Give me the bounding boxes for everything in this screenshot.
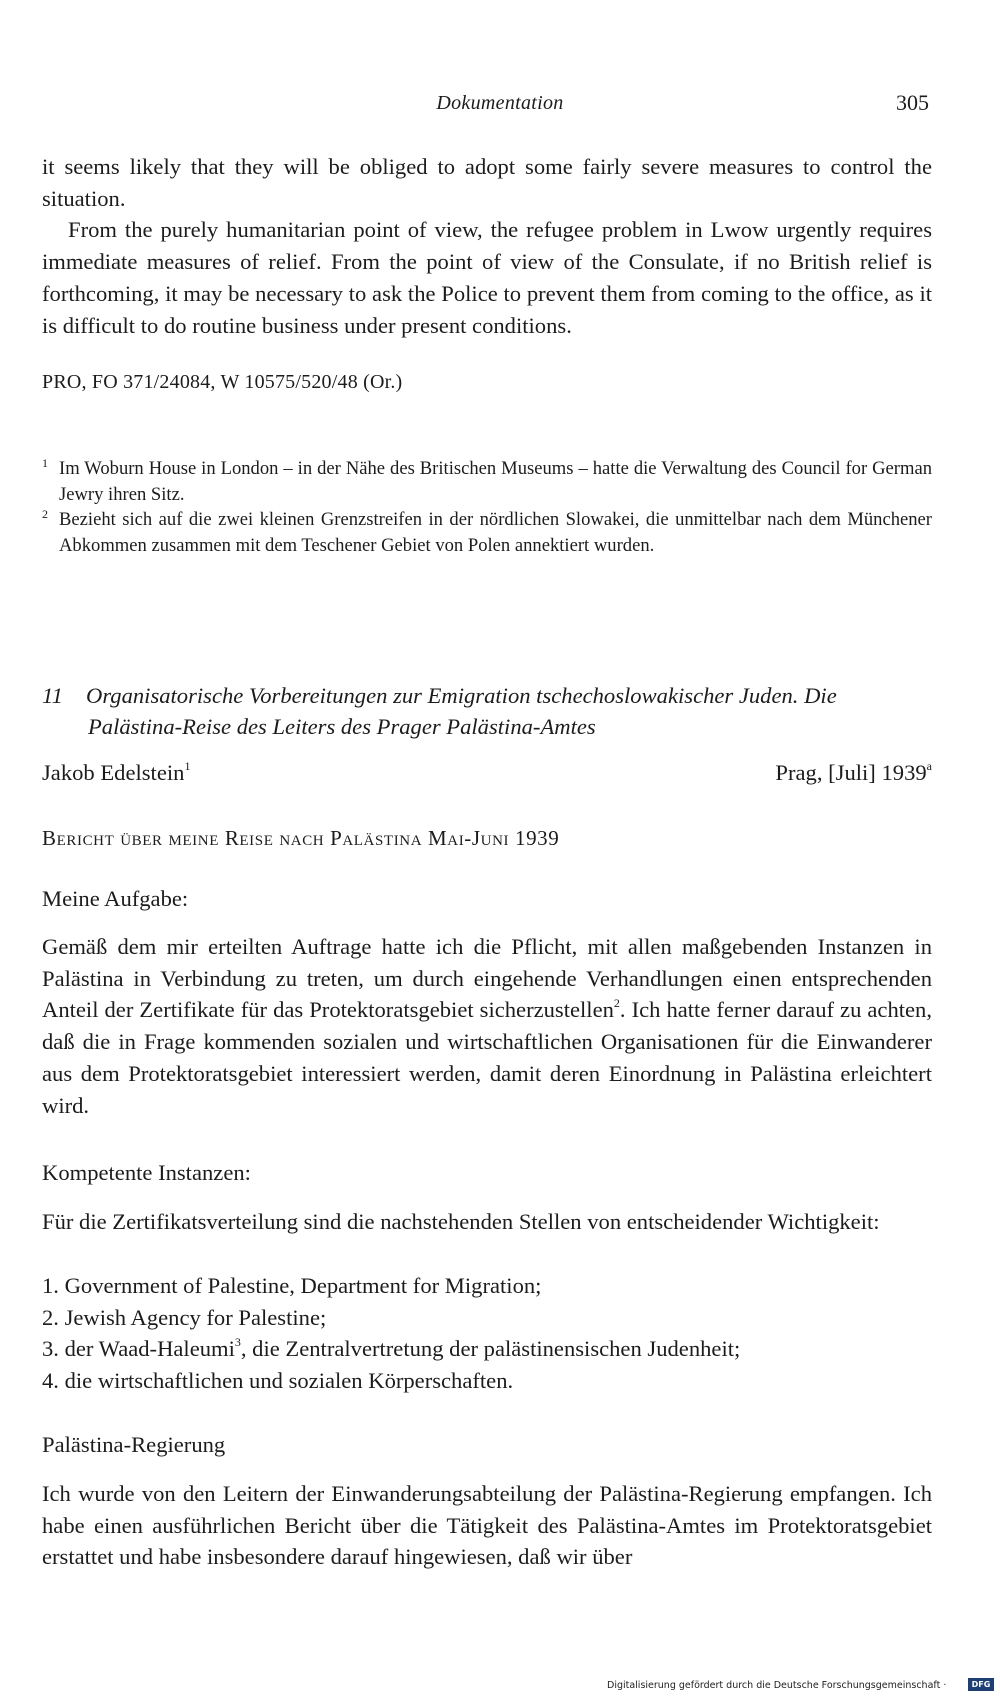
letter-continuation: [42, 151, 932, 341]
footnote-ref: 2: [613, 996, 620, 1011]
list-item-text: 3. der Waad-Haleumi: [42, 1336, 235, 1362]
footnote: [42, 507, 932, 558]
paragraph-text: Gemäß dem mir erteilten Auftrage hatte ich die Pflicht, mit allen maßgebenden Instanzen in Palästina in Verbindung zu treten, um durch eingehende Verhandlungen einen entsprechenden Anteil der Zertifikate für das Protektoratsgebiet sicherzustellen: [42, 934, 932, 1023]
dfg-logo: DFG: [968, 1678, 994, 1691]
list-item: 2. Jewish Agency for Palestine;: [42, 1304, 327, 1330]
author-line: [42, 760, 932, 786]
paragraph: it seems likely that they will be obliged to adopt some fairly severe measures to control the situation.: [42, 154, 932, 211]
footnote-marker: 1: [42, 456, 48, 470]
place-date-text: Prag, [Juli] 1939: [775, 760, 927, 785]
paragraph: Für die Zertifikatsverteilung sind die nachstehenden Stellen von entscheidender Wichtigkeit:: [42, 1209, 880, 1234]
document-heading: [42, 680, 932, 742]
page-number: 305: [896, 90, 929, 115]
paragraph: [42, 931, 932, 1121]
section-heading: Kompetente Instanzen:: [42, 1160, 251, 1185]
place-date: [775, 760, 932, 786]
report-title: Bericht über meine Reise nach Palästina Mai-Juni 1939: [42, 826, 560, 850]
author-name: Jakob Edelstein: [42, 760, 185, 785]
paragraph-text: . Ich hatte ferner darauf zu achten, daß die in Frage kommenden sozialen und wirtschaftlichen Organisationen für die Einwanderer aus dem Protektoratsgebiet interessiert werden, damit deren Einordnung in Palästina erleichtert wird.: [42, 997, 932, 1118]
section-body: [42, 1478, 932, 1573]
paragraph: Ich wurde von den Leitern der Einwanderungsabteilung der Palästina-Regierung empfangen. Ich habe einen ausführlichen Bericht über die Tätigkeit des Palästina-Amtes im Protektoratsgebiet erstattet und habe insbesondere darauf hingewiesen, daß wir über: [42, 1481, 932, 1570]
section-heading: Palästina-Regierung: [42, 1432, 226, 1457]
archive-source: PRO, FO 371/24084, W 10575/520/48 (Or.): [42, 371, 403, 393]
section-heading: Meine Aufgabe:: [42, 886, 189, 911]
footnote-ref: 3: [234, 1335, 241, 1350]
section-body: [42, 931, 932, 1121]
footnote-text: Bezieht sich auf die zwei kleinen Grenzstreifen in der nördlichen Slowakei, die unmittelbar nach dem Münchener Abkommen zusammen mit dem Teschener Gebiet von Polen annektiert wurden.: [59, 509, 932, 556]
footnotes: [42, 456, 932, 558]
section-body: [42, 1206, 932, 1238]
paragraph: From the purely humanitarian point of view, the refugee problem in Lwow urgently requires immediate measures of relief. From the point of view of the Consulate, if no British relief is forthcoming, it may be necessary to ask the Police to prevent them from coming to the office, as it is difficult to do routine business under present conditions.: [42, 217, 932, 338]
document-number: 11: [42, 683, 63, 708]
footnote-marker: 2: [42, 507, 48, 521]
footnote-text: Im Woburn House in London – in der Nähe des Britischen Museums – hatte die Verwaltung des Council for German Jewry ihren Sitz.: [59, 458, 932, 505]
list-item: [42, 1333, 740, 1365]
instances-list: [42, 1270, 740, 1397]
running-header: Dokumentation: [436, 92, 564, 114]
digitization-credit: Digitalisierung gefördert durch die Deutsche Forschungsgemeinschaft ·: [607, 1680, 947, 1691]
footnote-ref: a: [926, 759, 932, 773]
document-title-line: Organisatorische Vorbereitungen zur Emigration tschechoslowakischer Juden. Die: [86, 683, 837, 708]
document-title-line: Palästina-Reise des Leiters des Prager Palästina-Amtes: [88, 714, 596, 739]
list-item: 4. die wirtschaftlichen und sozialen Körperschaften.: [42, 1368, 514, 1394]
list-item: 1. Government of Palestine, Department for Migration;: [42, 1273, 542, 1298]
footnote: [42, 456, 932, 507]
list-item-text: , die Zentralvertretung der palästinensischen Judenheit;: [240, 1336, 741, 1362]
footnote-ref: 1: [184, 759, 191, 773]
